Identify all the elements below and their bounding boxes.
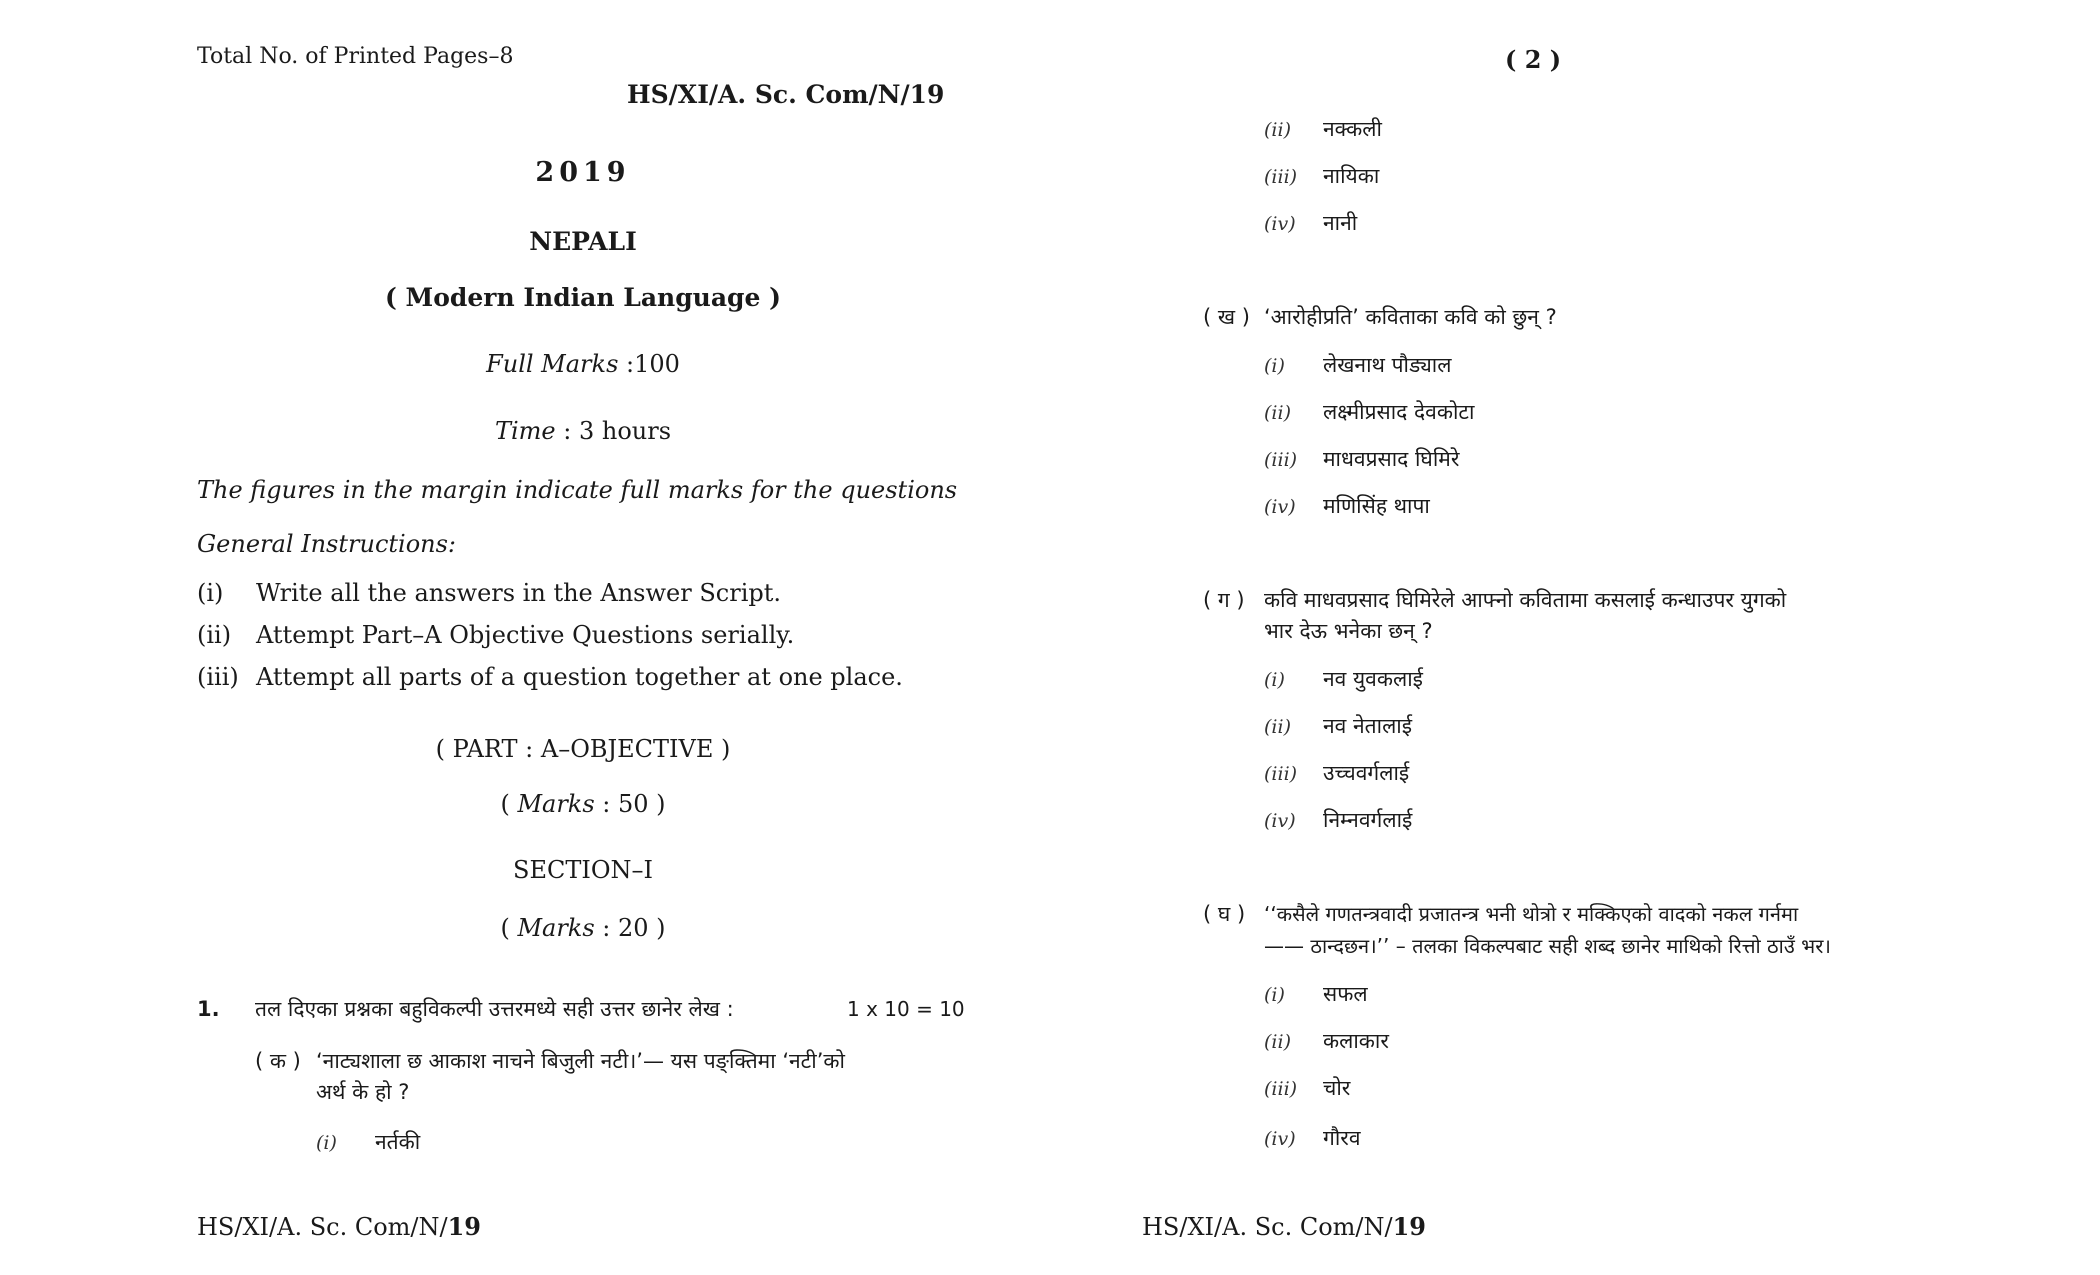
option-num: (ii) [1264,716,1291,738]
subquestion-text-cont: —— ठान्दछन।’’ – तलका विकल्पबाट सही शब्द छानेर माथिको रित्तो ठाउँ भर। [1264,934,1831,958]
option-text: गौरव [1323,1126,1361,1150]
full-marks [486,350,680,378]
part-marks-value: : 50 ) [594,790,666,818]
option-text: उच्चवर्गलाई [1323,761,1410,785]
section-marks-label: Marks [517,914,595,942]
subquestion-text-cont: भार देऊ भनेका छन् ? [1264,619,1433,643]
option-item [1264,162,1379,190]
subquestion-label: ( क ) [255,1049,301,1073]
time-value: : 3 hours [555,417,672,445]
instruction-num: (i) [197,579,224,607]
part-marks-label: Marks [517,790,595,818]
option-num: (ii) [1264,1031,1291,1053]
option-num: (iv) [1264,810,1296,832]
option-text: लक्ष्मीप्रसाद देवकोटा [1323,400,1475,424]
subquestion-text: ‘आरोहीप्रति’ कविताका कवि को छुन् ? [1264,305,1557,329]
option-text: नक्कली [1323,117,1382,141]
option-text: नायिका [1323,164,1380,188]
option-item [1264,806,1412,834]
option-text: निम्नवर्गलाई [1323,808,1413,832]
option-item [1264,209,1357,237]
paper-code: HS/XI/A. Sc. Com/N/19 [627,80,945,109]
footer-code-suffix: 19 [447,1212,481,1241]
option-num: (i) [1264,355,1285,377]
instruction-num: (iii) [197,663,239,691]
option-num: (iii) [1264,449,1298,471]
section-marks [500,914,665,942]
subquestion-text: ‘‘कसैले गणतन्त्रवादी प्रजातन्त्र भनी थोत्रो र मक्किएको वादको नकल गर्नमा [1264,902,1799,926]
section-heading: SECTION–I [513,856,653,884]
option-text: चोर [1323,1076,1351,1100]
option-text: सफल [1323,982,1368,1006]
footer-code-left [197,1212,481,1241]
option-num: (iv) [1264,1128,1296,1150]
option-num: (iv) [1264,213,1296,235]
option-item [1264,980,1368,1008]
section-marks-value: : 20 ) [594,914,666,942]
option-num: (i) [316,1132,337,1154]
subquestion-label: ( घ ) [1203,902,1246,926]
option-text: नव नेतालाई [1323,714,1413,738]
instruction-item [197,663,903,691]
option-item [1264,115,1382,143]
time-label: Time [494,417,556,445]
option-item [1264,712,1412,740]
subquestion-label: ( ख ) [1203,305,1250,329]
option-text: नर्तकी [375,1130,421,1154]
instruction-text: Attempt all parts of a question together at one place. [256,663,903,691]
option-text: मणिसिंह थापा [1323,494,1430,518]
option-item [1264,445,1459,473]
footer-code-suffix: 19 [1392,1212,1426,1241]
part-heading: ( PART : A–OBJECTIVE ) [435,735,731,763]
option-num: (i) [1264,669,1285,691]
option-text: नव युवकलाई [1323,667,1423,691]
part-marks-open: ( [500,790,518,818]
option-item [1264,492,1430,520]
subject-subtitle: ( Modern Indian Language ) [385,283,781,312]
option-text: लेखनाथ पौड्याल [1323,353,1452,377]
option-text: कलाकार [1323,1029,1389,1053]
option-num: (iii) [1264,763,1298,785]
subquestion-text-cont: अर्थ के हो ? [316,1080,410,1104]
exam-year: 2019 [535,157,631,188]
option-item [1264,1074,1350,1102]
footer-code-right [1142,1212,1426,1241]
option-num: (ii) [1264,119,1291,141]
option-item [1264,398,1474,426]
subquestion-text: ‘नाट्यशाला छ आकाश नाचने बिजुली नटी।’— यस पङ्क्तिमा ‘नटी’को [316,1049,845,1073]
instruction-item [197,579,781,607]
full-marks-value: :100 [618,350,680,378]
footer-code-prefix: HS/XI/A. Sc. Com/N/ [1142,1213,1393,1241]
option-text: नानी [1323,211,1358,235]
full-marks-label: Full Marks [486,350,619,378]
option-item [1264,1027,1389,1055]
option-item [1264,665,1423,693]
option-num: (i) [1264,984,1285,1006]
general-instructions-title: General Instructions: [197,530,457,558]
question-number: 1. [197,997,220,1021]
time-allowed [495,417,671,445]
question-marks: 1 x 10 = 10 [847,997,965,1021]
subquestion-text: कवि माधवप्रसाद घिमिरेले आफ्नो कवितामा कसलाई कन्धाउपर युगको [1264,588,1787,612]
margin-note: The figures in the margin indicate full marks for the questions [197,476,958,504]
page-number: ( 2 ) [1505,45,1562,74]
option-item [316,1128,420,1156]
footer-code-prefix: HS/XI/A. Sc. Com/N/ [197,1213,448,1241]
option-num: (iii) [1264,166,1298,188]
question-text: तल दिएका प्रश्नका बहुविकल्पी उत्तरमध्ये सही उत्तर छानेर लेख : [255,997,734,1021]
instruction-item [197,621,794,649]
part-marks [500,790,665,818]
instruction-text: Write all the answers in the Answer Script. [256,579,781,607]
subject-title: NEPALI [529,227,637,256]
option-item [1264,759,1409,787]
instruction-num: (ii) [197,621,232,649]
section-marks-open: ( [500,914,518,942]
option-text: माधवप्रसाद घिमिरे [1323,447,1460,471]
option-num: (iii) [1264,1078,1298,1100]
total-pages-note: Total No. of Printed Pages–8 [197,44,514,69]
option-num: (ii) [1264,402,1291,424]
option-num: (iv) [1264,496,1296,518]
option-item [1264,1124,1361,1152]
subquestion-label: ( ग ) [1203,588,1245,612]
instruction-text: Attempt Part–A Objective Questions serially. [256,621,795,649]
option-item [1264,351,1451,379]
